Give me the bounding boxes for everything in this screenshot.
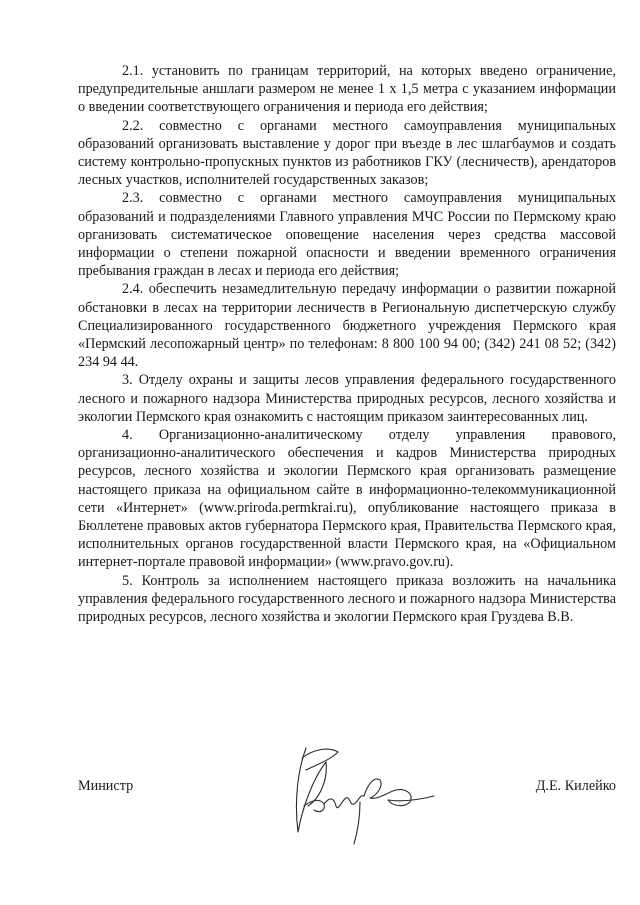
clause-2-2: 2.2. совместно с органами местного самоуправления муниципальных образований организовать выставление у дорог при въезде в лес шлагбаумов и создать систему контрольно-пропускных пунктов из работников ГКУ (лесничеств), арендаторов лесных участков, исполнителей государственных заказов; [78, 117, 616, 189]
clause-5: 5. Контроль за исполнением настоящего приказа возложить на начальника управления федерального государственного лесного и пожарного надзора Министерства природных ресурсов, лесного хозяйства и экологии Пермского края Груздева В.В. [78, 572, 616, 626]
clause-2-4: 2.4. обеспечить незамедлительную передачу информации о развитии пожарной обстановки в лесах на территории лесничеств в Региональную диспетчерскую службу Специализированного государственного бюджетного учреждения Пермского края «Пермский лесопожарный центр» по телефонам: 8 800 100 94 00; (342) 241 08 52; (342) 234 94 44. [78, 281, 616, 371]
signature-block [78, 770, 616, 830]
signer-title: Министр [78, 778, 134, 794]
document-body [78, 62, 616, 626]
handwritten-signature [268, 740, 448, 850]
clause-2-1: 2.1. установить по границам территорий, на которых введено ограничение, предупредительные аншлаги размером не менее 1 х 1,5 метра с указанием информации о введении соответствующего ограничения и периода его действия; [78, 63, 616, 116]
clause-4: 4. Организационно-аналитическому отделу управления правового, организационно-аналитического обеспечения и кадров Министерства природных ресурсов, лесного хозяйства и экологии Пермского края организовать размещение настоящего приказа на официальном сайте в информационно-телекоммуникационной сети «Интернет» (www.priroda.permkrai.ru), опубликование настоящего приказа в Бюллетене правовых актов губернатора Пермского края, Правительства Пермского края, исполнительных органов государственной власти Пермского края, на «Официальном интернет-портале правовой информации» (www.pravo.gov.ru). [78, 427, 616, 571]
clause-3: 3. Отделу охраны и защиты лесов управления федерального государственного лесного и пожарного надзора Министерства природных ресурсов, лесного хозяйства и экологии Пермского края ознакомить с настоящим приказом заинтересованных лиц. [78, 372, 616, 425]
clause-2-3: 2.3. совместно с органами местного самоуправления муниципальных образований и подразделениями Главного управления МЧС России по Пермскому краю организовать систематическое оповещение населения через средства массовой информации о степени пожарной опасности и введении временного ограничения пребывания граждан в лесах и периода его действия; [78, 190, 616, 280]
signer-name: Д.Е. Килейко [535, 778, 616, 794]
